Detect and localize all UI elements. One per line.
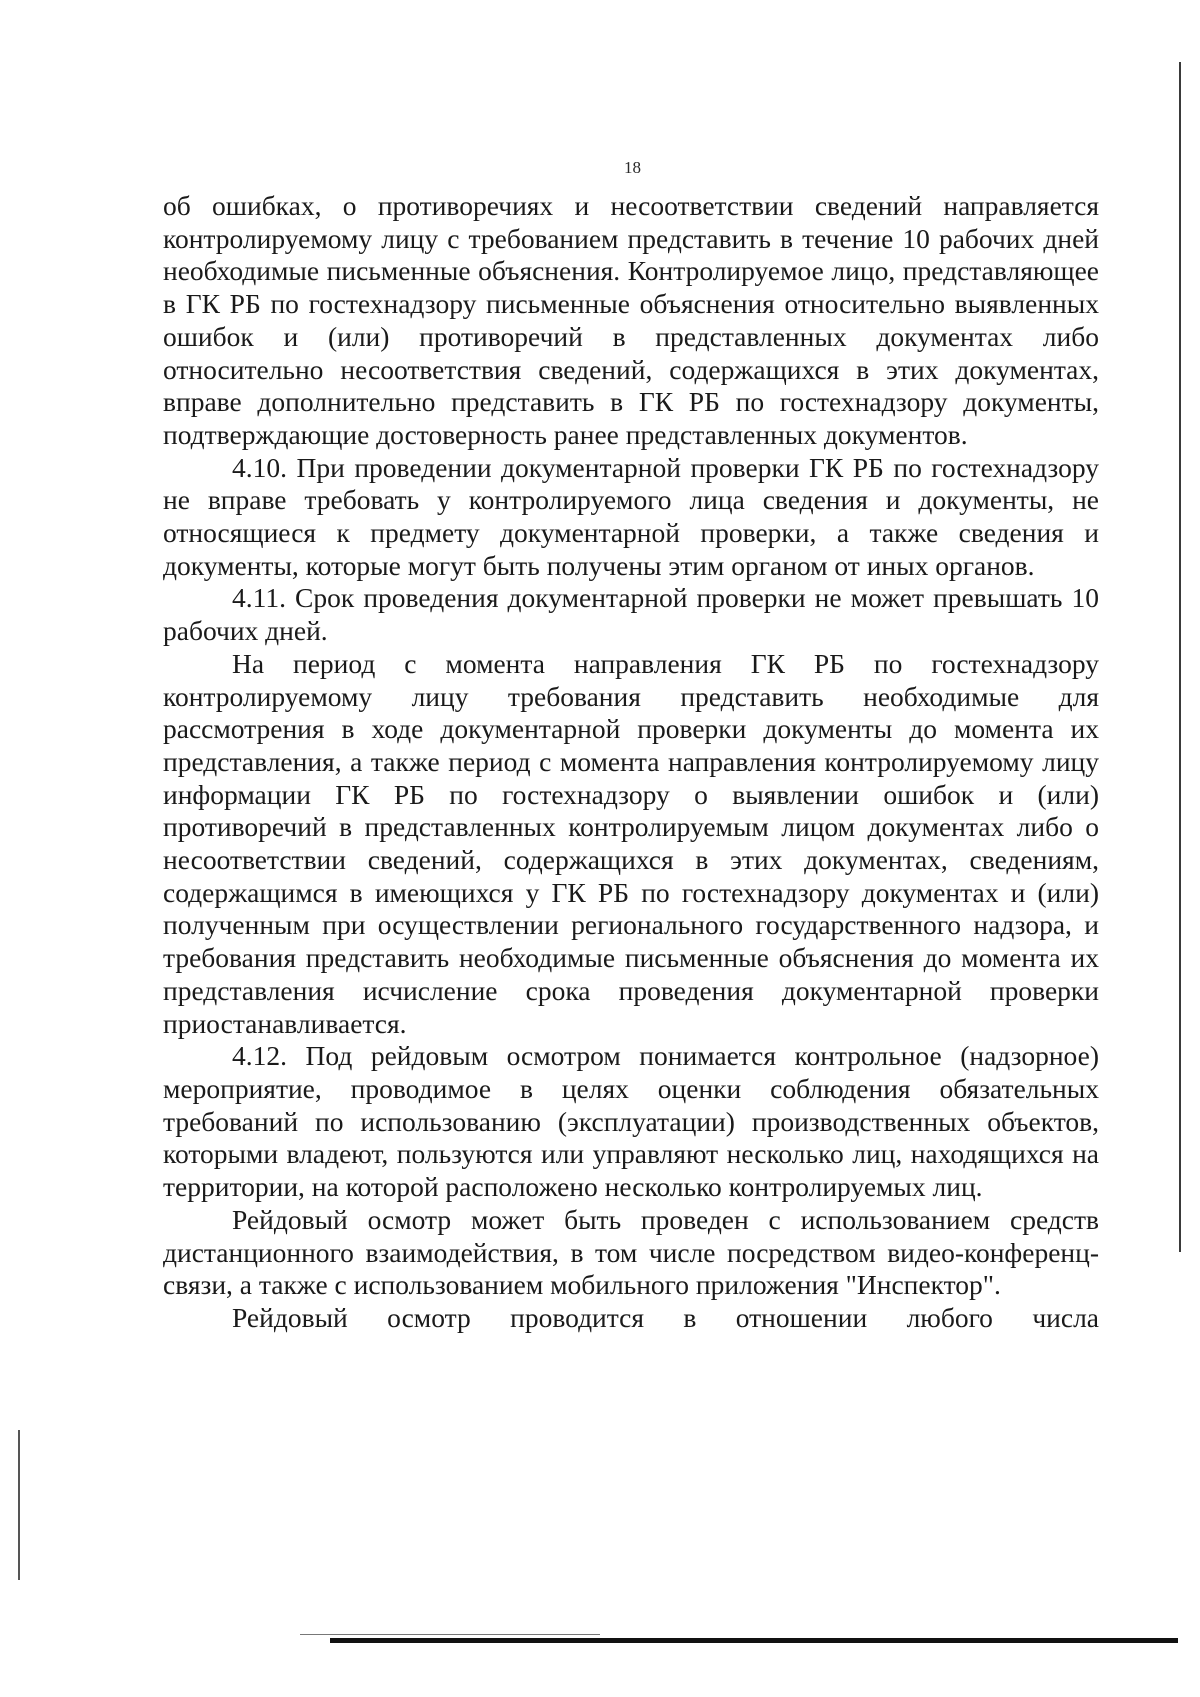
paragraph-continuation: об ошибках, о противоречиях и несоответствии сведений направляется контролируемому лицу с требованием представить в течение 10 рабочих дней необходимые письменные объяснения. Контролируемое лицо, представляющее в ГК РБ по гостехнадзору письменные объяснения относительно выявленных ошибок и (или) противоречий в представленных документах либо относительно несоответствия сведений, содержащихся в этих документах, вправе дополнительно представить в ГК РБ по гостехнадзору документы, подтверждающие достоверность ранее представленных документов. xyxy=(163,190,1099,450)
paragraph-4-12: 4.12. Под рейдовым осмотром понимается контрольное (надзорное) мероприятие, проводимое в целях оценки соблюдения обязательных требований по использованию (эксплуатации) производственных объектов, которыми владеют, пользуются или управляют несколько лиц, находящихся на территории, на которой расположено несколько контролируемых лиц. xyxy=(163,1040,1099,1203)
paragraph-4-11: 4.11. Срок проведения документарной проверки не может превышать 10 рабочих дней. xyxy=(163,582,1099,647)
paragraph-period-suspension: На период с момента направления ГК РБ по гостехнадзору контролируемому лицу требования представить необходимые для рассмотрения в ходе документарной проверки документы до момента их представления, а также период с момента направления контролируемому лицу информации ГК РБ по гостехнадзору о выявлении ошибок и (или) противоречий в представленных контролируемым лицом документах либо о несоответствии сведений, содержащихся в этих документах, сведениям, содержащимся в имеющихся у ГК РБ по гостехнадзору документах и (или) полученным при осуществлении регионального государственного надзора, и требования представить необходимые письменные объяснения до момента их представления исчисление срока проведения документарной проверки приостанавливается. xyxy=(163,647,1099,1039)
paragraph-remote-inspection: Рейдовый осмотр может быть проведен с использованием средств дистанционного взаимодействия, в том числе посредством видео-конференц-связи, а также с использованием мобильного приложения "Инспектор". xyxy=(163,1203,1099,1301)
document-body xyxy=(163,190,1099,1335)
scan-edge-left xyxy=(18,1430,20,1580)
bottom-rule xyxy=(330,1638,1178,1643)
bottom-rule-thin xyxy=(300,1634,600,1635)
paragraph-raid-inspection-start: Рейдовый осмотр проводится в отношении любого числа xyxy=(232,1301,1099,1333)
paragraph-4-10: 4.10. При проведении документарной проверки ГК РБ по гостехнадзору не вправе требовать у контролируемого лица сведения и документы, не относящиеся к предмету документарной проверки, а также сведения и документы, которые могут быть получены этим органом от иных органов. xyxy=(163,451,1099,581)
page-number: 18 xyxy=(624,158,641,177)
scan-edge-right xyxy=(1179,62,1181,1252)
